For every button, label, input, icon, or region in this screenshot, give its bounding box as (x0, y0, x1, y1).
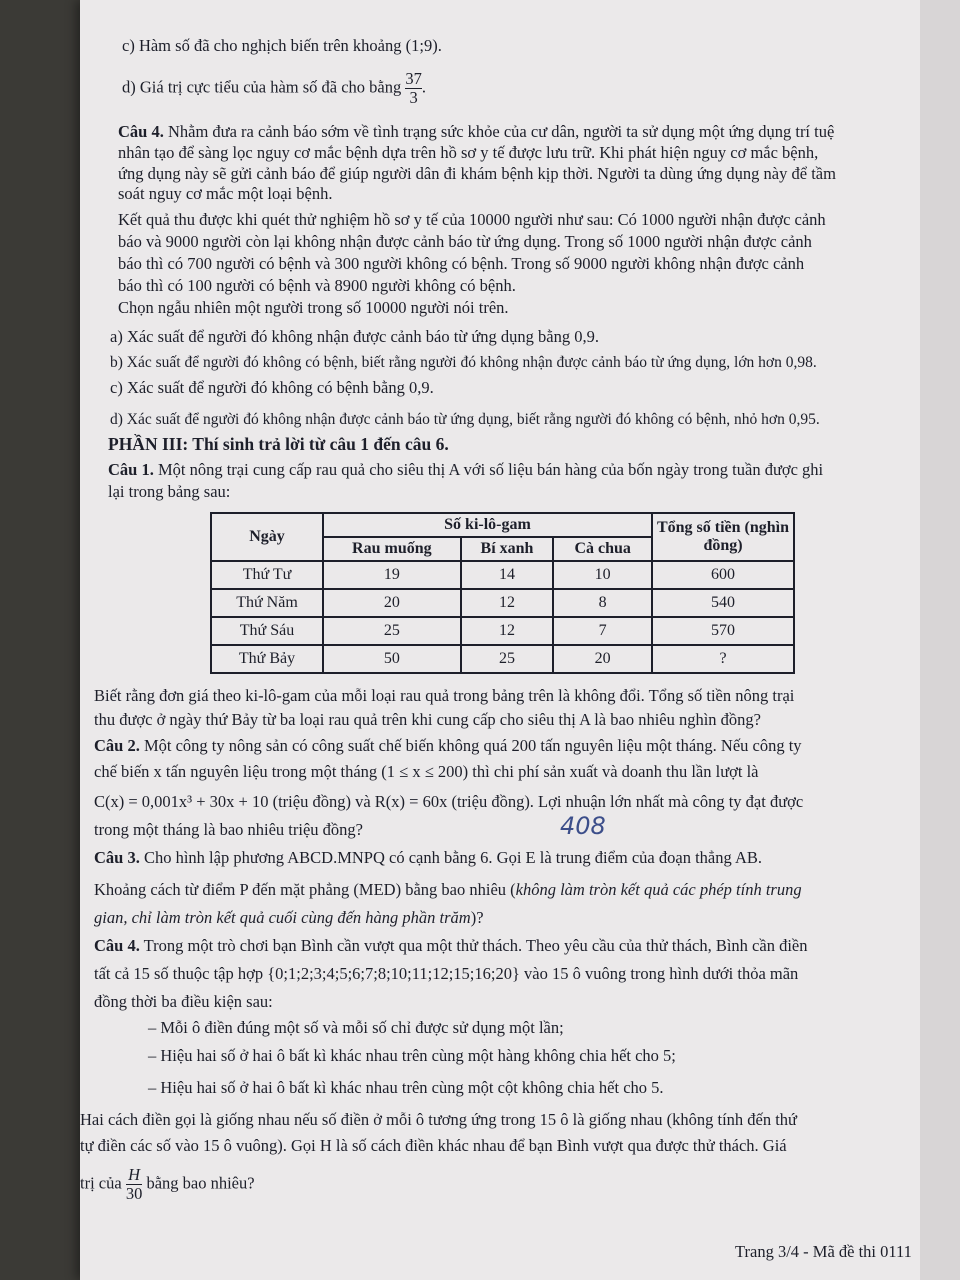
c2-line-3: C(x) = 0,001x³ + 30x + 10 (triệu đồng) và R(x) = 60x (triệu đồng). Lợi nhuận lớn nhất mà công ty đạt được (94, 792, 804, 811)
table-cell: 10 (553, 561, 652, 589)
table-cell: 540 (652, 589, 794, 617)
fraction-h-30 (126, 1166, 143, 1203)
header-rau-muong: Rau muống (323, 537, 461, 561)
c1-line-2: lại trong bảng sau: (108, 482, 231, 501)
c4-line-1-text: Trong một trò chơi bạn Bình cần vượt qua một thử thách. Theo yêu cầu của thử thách, Bình cần điền (143, 936, 808, 955)
cau4-line-1 (118, 122, 834, 142)
cau4-line-5: Kết quả thu được khi quét thử nghiệm hồ sơ y tế của 10000 người như sau: Có 1000 người nhận được cảnh (118, 210, 826, 229)
table-row (211, 617, 794, 645)
cau4-option-c: c) Xác suất để người đó không có bệnh bằng 0,9. (110, 378, 434, 397)
page-footer: Trang 3/4 - Mã đề thi 0111 (735, 1242, 912, 1261)
c3-line-2-text: Khoảng cách từ điểm P đến mặt phẳng (MED) bằng bao nhiêu ( (94, 880, 516, 899)
table-cell: ? (652, 645, 794, 673)
cau4-line-7: báo thì có 700 người có bệnh và 300 người không có bệnh. Trong số 9000 người không nhận được cảnh (118, 254, 805, 273)
header-day: Ngày (211, 513, 323, 561)
table-cell: 8 (553, 589, 652, 617)
c3-line-1-text: Cho hình lập phương ABCD.MNPQ có cạnh bằng 6. Gọi E là trung điểm của đoạn thẳng AB. (143, 848, 762, 867)
table-cell: 19 (323, 561, 461, 589)
table-cell: 570 (652, 617, 794, 645)
c2-line-4: trong một tháng là bao nhiêu triệu đồng? (94, 820, 363, 839)
c4-condition-2: – Hiệu hai số ở hai ô bất kì khác nhau trên cùng một hàng không chia hết cho 5; (148, 1046, 676, 1065)
c4-line-3: đồng thời ba điều kiện sau: (94, 992, 273, 1011)
c4-line-2: tất cả 15 số thuộc tập hợp {0;1;2;3;4;5;6;7;8;10;11;12;15;16;20} vào 15 ô vuông trong hình dưới thỏa mãn (94, 964, 799, 983)
c4-line-6 (80, 1166, 255, 1203)
table-row (211, 561, 794, 589)
table-cell: 50 (323, 645, 461, 673)
c1-label: Câu 1. (108, 460, 154, 479)
c1-line-1-text: Một nông trại cung cấp rau quả cho siêu thị A với số liệu bán hàng của bốn ngày trong tuần được ghi (157, 460, 824, 479)
c3-label: Câu 3. (94, 848, 140, 867)
table-row (211, 645, 794, 673)
handwritten-answer: 408 (560, 812, 606, 840)
table-cell: 600 (652, 561, 794, 589)
c1-after-1: Biết rằng đơn giá theo ki-lô-gam của mỗi loại rau quả trong bảng trên là không đổi. Tổng số tiền nông trại (94, 686, 795, 705)
table-cell: 7 (553, 617, 652, 645)
fraction-numerator: H (126, 1166, 143, 1185)
c1-line-1 (108, 460, 823, 480)
c2-line-1 (94, 736, 802, 756)
option-d-prev (122, 70, 426, 107)
cau4-line-3: ứng dụng này sẽ gửi cảnh báo để giúp người dân đi khám bệnh kịp thời. Người ta dùng ứng dụng này để tầm (118, 164, 836, 183)
c4-line-6-suffix: bằng bao nhiêu? (146, 1173, 255, 1193)
cau4-line-9: Chọn ngẫu nhiên một người trong số 10000 người nói trên. (118, 298, 509, 317)
c3-line-1 (94, 848, 762, 868)
part3-heading: PHẦN III: Thí sinh trả lời từ câu 1 đến câu 6. (108, 434, 449, 454)
c2-line-2: chế biến x tấn nguyên liệu trong một tháng (1 ≤ x ≤ 200) thì chi phí sản xuất và doanh thu lần lượt là (94, 762, 759, 781)
table-cell: Thứ Bảy (211, 645, 323, 673)
c3-line-3-italic: gian, chỉ làm tròn kết quả cuối cùng đến hàng phần trăm (94, 908, 471, 927)
cau4-option-b: b) Xác suất để người đó không có bệnh, biết rằng người đó không nhận được cảnh báo từ ứng dụng, lớn hơn 0,98. (110, 354, 817, 371)
c4-condition-1: – Mỗi ô điền đúng một số và mỗi số chỉ được sử dụng một lần; (148, 1018, 564, 1037)
table-cell: 14 (461, 561, 554, 589)
table-cell: 12 (461, 589, 554, 617)
table-cell: 25 (461, 645, 554, 673)
c2-label: Câu 2. (94, 736, 140, 755)
table-cell: Thứ Năm (211, 589, 323, 617)
c4-label: Câu 4. (94, 936, 140, 955)
table-cell: 25 (323, 617, 461, 645)
cau4-line-6: báo và 9000 người còn lại không nhận được cảnh báo từ ứng dụng. Trong số 1000 người nhận được cảnh (118, 232, 812, 251)
fraction-37-3 (405, 70, 422, 107)
cau4-line-8: báo thì có 100 người có bệnh và 8900 người không có bệnh. (118, 276, 516, 295)
header-kg: Số ki-lô-gam (323, 513, 652, 537)
c3-line-2-italic: không làm tròn kết quả các phép tính trung (515, 880, 802, 899)
c3-line-2 (94, 880, 802, 900)
c4-line-1 (94, 936, 807, 956)
c4-line-5: tự điền các số vào 15 ô vuông). Gọi H là số cách điền khác nhau để bạn Bình vượt qua được thử thách. Giá (80, 1136, 787, 1155)
fraction-denominator: 3 (409, 88, 418, 107)
header-total: Tổng số tiền (nghìn đồng) (652, 513, 794, 561)
c1-after-2: thu được ở ngày thứ Bảy từ ba loại rau quả trên khi cung cấp cho siêu thị A là bao nhiêu nghìn đồng? (94, 710, 762, 729)
fraction-numerator: 37 (405, 69, 422, 88)
option-d-prev-text: d) Giá trị cực tiểu của hàm số đã cho bằng (122, 77, 402, 97)
table-cell: 12 (461, 617, 554, 645)
c2-line-1-text: Một công ty nông sản có công suất chế biến không quá 200 tấn nguyên liệu một tháng. Nếu công ty (143, 736, 802, 755)
c4-line-6-prefix: trị của (80, 1173, 122, 1193)
c3-line-3 (94, 908, 484, 928)
sales-table (210, 512, 795, 674)
table-cell: Thứ Sáu (211, 617, 323, 645)
fraction-denominator: 30 (125, 1184, 143, 1203)
option-c-prev: c) Hàm số đã cho nghịch biến trên khoảng (1;9). (122, 36, 442, 55)
cau4-label: Câu 4. (118, 122, 164, 141)
c4-line-4: Hai cách điền gọi là giống nhau nếu số điền ở mỗi ô tương ứng trong 15 ô là giống nhau (không tính đến thứ (80, 1110, 798, 1129)
cau4-option-d: d) Xác suất để người đó không nhận được cảnh báo từ ứng dụng, biết rằng người đó không có bệnh, nhỏ hơn 0,95. (110, 411, 820, 428)
table-cell: Thứ Tư (211, 561, 323, 589)
header-bi-xanh: Bí xanh (461, 537, 554, 561)
header-ca-chua: Cà chua (553, 537, 652, 561)
table-row (211, 589, 794, 617)
page-edge (920, 0, 960, 1280)
c4-condition-3: – Hiệu hai số ở hai ô bất kì khác nhau trên cùng một cột không chia hết cho 5. (148, 1078, 664, 1097)
cau4-line-1-text: Nhằm đưa ra cảnh báo sớm về tình trạng sức khỏe của cư dân, người ta sử dụng một ứng dụng trí tuệ (167, 122, 835, 141)
cau4-line-4: soát nguy cơ mắc một loại bệnh. (118, 184, 333, 203)
cau4-line-2: nhân tạo để sàng lọc nguy cơ mắc bệnh dựa trên hồ sơ y tế được lưu trữ. Khi phát hiện nguy cơ mắc bệnh, (118, 143, 819, 162)
c3-line-3-end: )? (470, 908, 484, 927)
option-d-suffix: . (421, 77, 427, 97)
table-cell: 20 (323, 589, 461, 617)
table-cell: 20 (553, 645, 652, 673)
cau4-option-a: a) Xác suất để người đó không nhận được cảnh báo từ ứng dụng bằng 0,9. (110, 327, 599, 346)
